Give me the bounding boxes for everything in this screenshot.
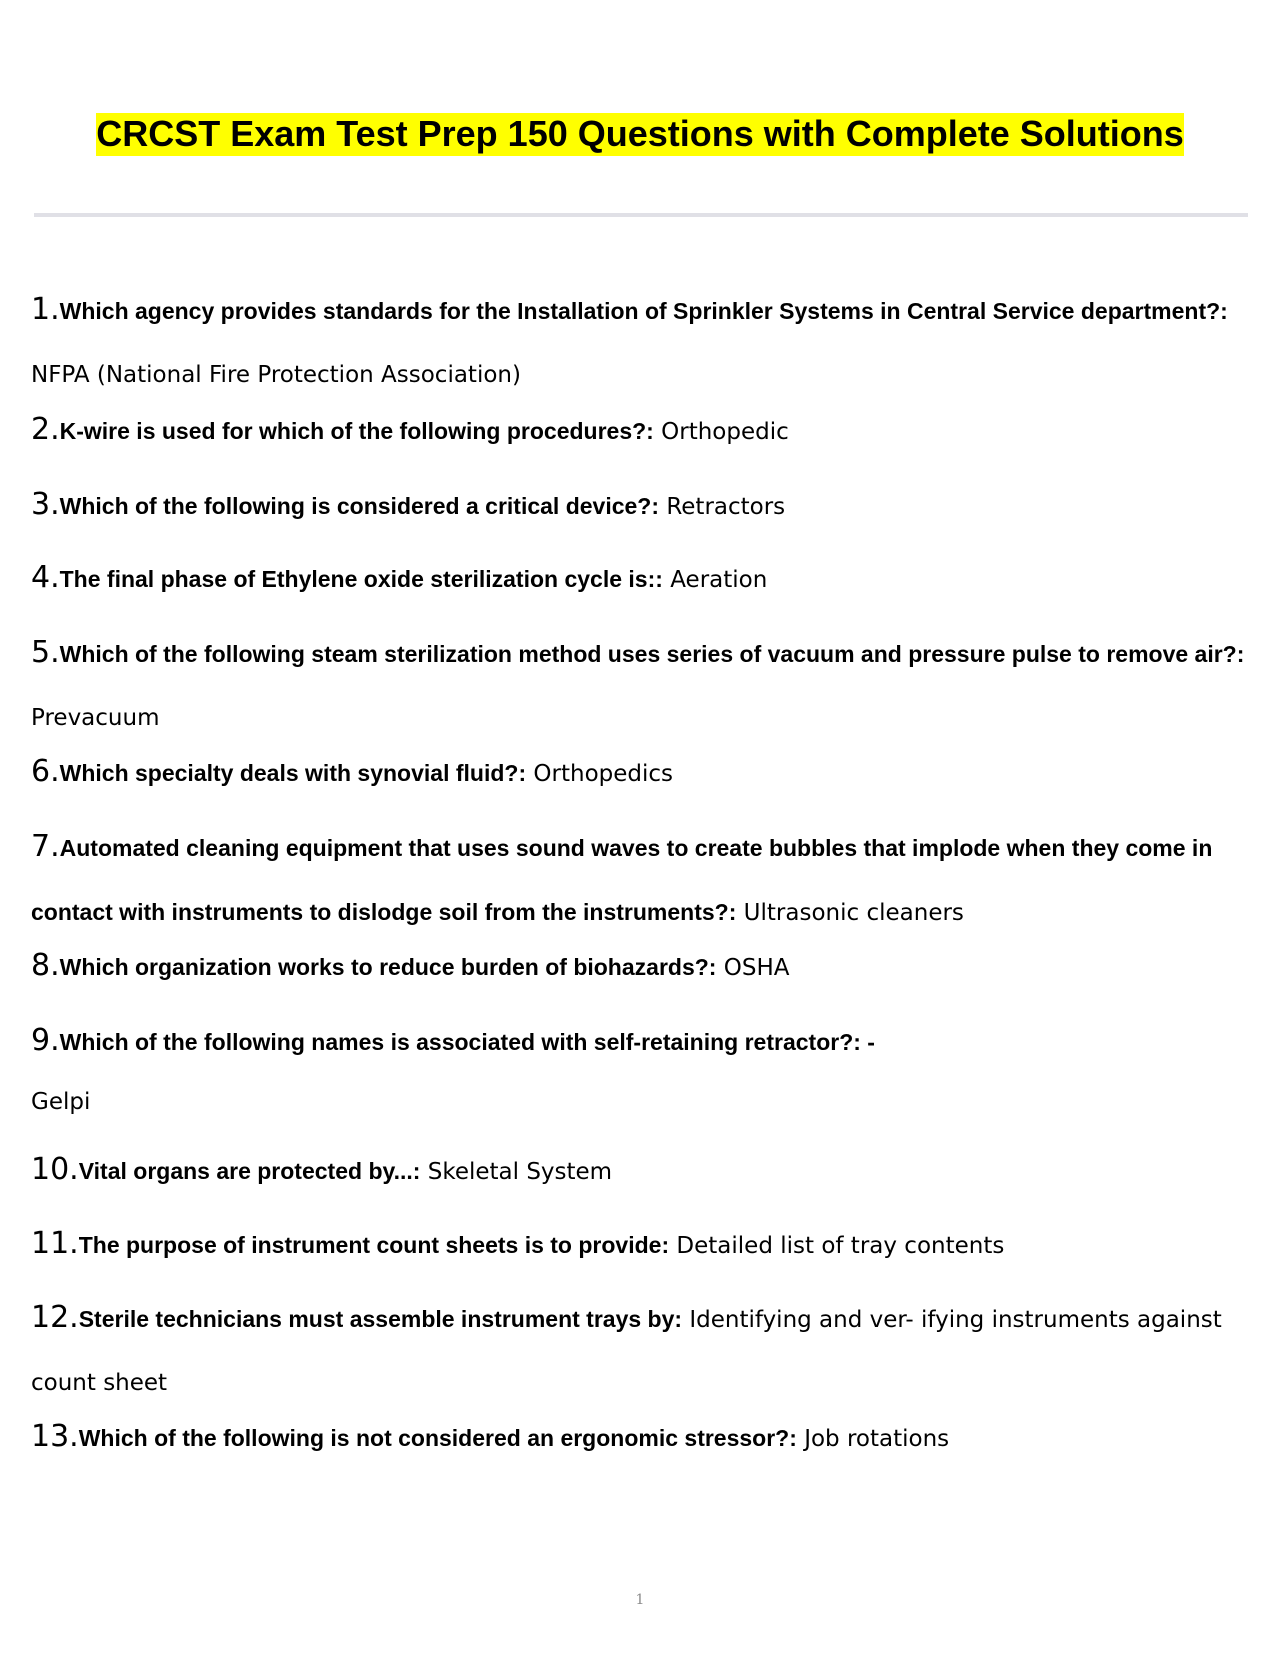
- question-number: 10.: [31, 1152, 79, 1187]
- question-item-1: [31, 279, 1246, 408]
- question-number: 11.: [31, 1226, 79, 1261]
- question-text: Automated cleaning equipment that uses sound waves to create bubbles that implode when they come in contact with instruments to dislodge soil from the instruments?:: [31, 835, 1213, 925]
- answer-text: Job rotations: [796, 1426, 950, 1452]
- question-number: 9.: [31, 1023, 60, 1058]
- answer-line-9: [31, 1077, 1246, 1130]
- question-item-13: [31, 1406, 1246, 1472]
- question-text: The final phase of Ethylene oxide sterilization cycle is::: [59, 566, 663, 592]
- question-text: Which specialty deals with synovial fluid?:: [59, 760, 527, 786]
- question-item-4: [31, 547, 1246, 613]
- answer-text: OSHA: [716, 955, 790, 981]
- question-item-6: [31, 741, 1246, 807]
- question-number: 6.: [31, 754, 60, 789]
- question-text: Vital organs are protected by...:: [78, 1158, 421, 1184]
- question-number: 1.: [31, 292, 60, 327]
- question-item-10: [31, 1139, 1246, 1205]
- question-text: Which of the following steam sterilization method uses series of vacuum and pressure pulse to remove air?:: [59, 641, 1245, 667]
- answer-text: Detailed list of tray contents: [669, 1233, 1005, 1259]
- answer-text: Orthopedics: [526, 761, 674, 787]
- answer-text: Orthopedic: [653, 419, 789, 445]
- question-item-2: [31, 399, 1246, 465]
- question-text: Which organization works to reduce burden of biohazards?:: [59, 954, 717, 980]
- question-item-5: [31, 622, 1246, 751]
- question-number: 7.: [31, 829, 60, 864]
- answer-text: Retractors: [659, 494, 786, 520]
- answer-text: NFPA (National Fire Protection Association): [31, 362, 521, 388]
- question-item-7: [31, 816, 1246, 946]
- question-number: 12.: [31, 1300, 79, 1335]
- question-number: 13.: [31, 1419, 79, 1454]
- question-number: 8.: [31, 948, 60, 983]
- answer-text: Prevacuum: [31, 705, 160, 731]
- answer-text: Aeration: [662, 567, 768, 593]
- question-text: Which of the following names is associated with self-retaining retractor?: -: [59, 1029, 875, 1055]
- question-text: Sterile technicians must assemble instrument trays by:: [78, 1306, 683, 1332]
- question-item-8: [31, 935, 1246, 1001]
- question-number: 4.: [31, 560, 60, 595]
- answer-text: Identifying and ver- ifying instruments against count sheet: [31, 1307, 1222, 1396]
- question-text: The purpose of instrument count sheets is to provide:: [78, 1232, 670, 1258]
- question-text: Which of the following is not considered an ergonomic stressor?:: [78, 1425, 797, 1451]
- question-number: 5.: [31, 635, 60, 670]
- highlighted-title-text: CRCST Exam Test Prep 150 Questions with Complete Solutions: [96, 113, 1184, 154]
- question-item-11: [31, 1213, 1246, 1279]
- question-item-12: [31, 1287, 1246, 1416]
- answer-text: Skeletal System: [420, 1159, 613, 1185]
- question-number: 3.: [31, 487, 60, 522]
- question-text: Which agency provides standards for the Installation of Sprinkler Systems in Central Service department?:: [59, 298, 1228, 324]
- answer-text: Gelpi: [31, 1089, 91, 1115]
- question-item-3: [31, 474, 1246, 540]
- question-number: 2.: [31, 412, 60, 447]
- question-text: Which of the following is considered a critical device?:: [59, 493, 660, 519]
- page-title: [0, 112, 1280, 156]
- title-divider: [34, 213, 1248, 217]
- answer-text: Ultrasonic cleaners: [736, 900, 964, 926]
- page-number: 1: [635, 1592, 645, 1608]
- question-text: K-wire is used for which of the following procedures?:: [59, 418, 654, 444]
- question-item-9: [31, 1010, 1246, 1076]
